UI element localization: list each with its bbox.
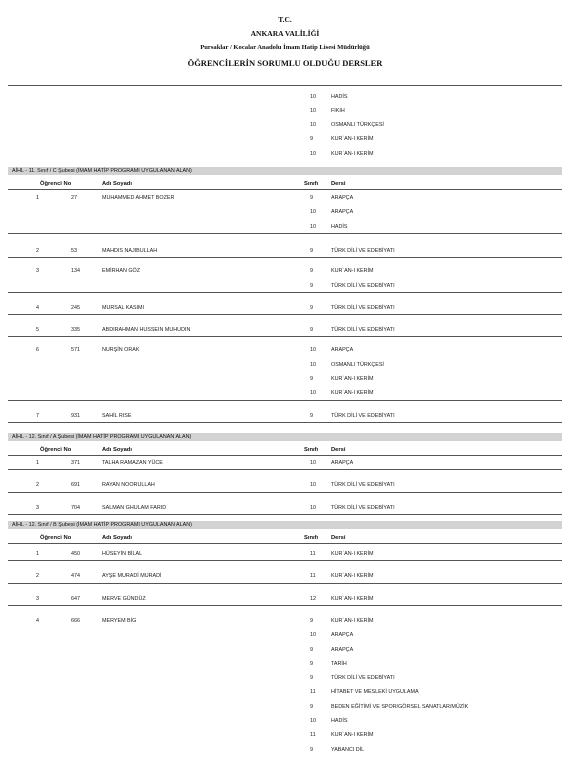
student-name: MERYEM BİG bbox=[102, 617, 137, 624]
course-grade: 10 bbox=[310, 107, 316, 114]
student-row-rule bbox=[8, 400, 562, 401]
course-name: HADİS bbox=[331, 718, 348, 724]
course-grade: 11 bbox=[310, 732, 316, 739]
column-header-grade: Sınıfı bbox=[304, 535, 319, 541]
course-name: HİTABET VE MESLEKİ UYGULAMA bbox=[331, 689, 419, 696]
course-name: KUR`AN-I KERİM bbox=[331, 595, 374, 602]
top-rule bbox=[8, 85, 562, 86]
student-index: 2 bbox=[36, 247, 39, 254]
course-grade: 9 bbox=[310, 660, 313, 667]
student-index: 4 bbox=[36, 304, 39, 311]
course-name: HADİS bbox=[331, 223, 348, 230]
course-grade: 10 bbox=[310, 223, 316, 230]
student-name: ABDIRAHMAN HUSSEIN MUHUDIN bbox=[102, 327, 191, 334]
student-no: 704 bbox=[71, 504, 80, 511]
student-row-rule bbox=[8, 336, 562, 337]
course-grade: 9 bbox=[310, 703, 313, 710]
student-row-rule bbox=[8, 605, 562, 606]
student-name: MERVE GÜNDÜZ bbox=[102, 595, 146, 602]
student-row-rule bbox=[8, 314, 562, 315]
student-no: 474 bbox=[71, 573, 80, 580]
course-name: OSMANLI TÜRKÇESİ bbox=[331, 122, 384, 129]
course-grade: 9 bbox=[310, 412, 313, 419]
student-index: 7 bbox=[36, 412, 39, 419]
student-no: 53 bbox=[71, 247, 77, 254]
student-index: 2 bbox=[36, 573, 39, 580]
student-row-rule bbox=[8, 583, 562, 584]
student-no: 450 bbox=[71, 551, 80, 557]
course-name: TÜRK DİLİ VE EDEBİYATI bbox=[331, 282, 395, 289]
course-name: ARAPÇA bbox=[331, 209, 354, 216]
course-name: KUR`AN-I KERİM bbox=[331, 136, 374, 143]
course-name: HADİS bbox=[331, 93, 348, 100]
course-grade: 11 bbox=[310, 573, 316, 580]
student-name: NURŞİN ORAK bbox=[102, 347, 140, 354]
course-name: KUR`AN-I KERİM bbox=[331, 732, 374, 739]
course-grade: 9 bbox=[310, 195, 313, 201]
column-header-grade: Sınıfı bbox=[304, 447, 319, 453]
student-row-rule bbox=[8, 233, 562, 234]
course-grade: 9 bbox=[310, 327, 313, 334]
course-grade: 11 bbox=[310, 551, 316, 557]
column-header-student-no: Öğrenci No bbox=[40, 181, 72, 187]
column-header-name: Adı Soyadı bbox=[102, 535, 132, 541]
column-header-name: Adı Soyadı bbox=[102, 181, 132, 187]
column-header-grade: Sınıfı bbox=[304, 181, 319, 187]
course-grade: 9 bbox=[310, 304, 313, 311]
student-no: 571 bbox=[71, 347, 80, 354]
column-header-course: Dersi bbox=[331, 181, 346, 187]
student-name: AYŞE MURADİ MURADİ bbox=[102, 573, 162, 580]
column-header-course: Dersi bbox=[331, 447, 346, 453]
course-name: TÜRK DİLİ VE EDEBİYATI bbox=[331, 482, 395, 489]
student-no: 666 bbox=[71, 617, 80, 624]
course-grade: 9 bbox=[310, 746, 313, 753]
header-tc: T.C. bbox=[278, 15, 292, 24]
student-index: 6 bbox=[36, 347, 39, 354]
student-index: 4 bbox=[36, 617, 39, 624]
student-no: 647 bbox=[71, 595, 80, 602]
document-title: ÖĞRENCİLERİN SORUMLU OLDUĞU DERSLER bbox=[187, 58, 383, 68]
header-school: Pursaklar / Kocalar Anadolu İmam Hatip Lisesi Müdürlüğü bbox=[200, 44, 370, 51]
course-grade: 9 bbox=[310, 282, 313, 289]
course-grade: 9 bbox=[310, 646, 313, 653]
course-name: KUR`AN-I KERİM bbox=[331, 376, 374, 382]
course-name: TÜRK DİLİ VE EDEBİYATI bbox=[331, 304, 395, 311]
student-name: EMİRHAN GÖZ bbox=[102, 268, 141, 275]
column-header-course: Dersi bbox=[331, 535, 346, 541]
student-row-rule bbox=[8, 422, 562, 423]
course-name: TÜRK DİLİ VE EDEBİYATI bbox=[331, 504, 395, 511]
student-name: HÜSEYİN BİLAL bbox=[102, 551, 143, 557]
course-grade: 10 bbox=[310, 347, 316, 354]
student-name: SAHİL RISE bbox=[102, 412, 132, 419]
course-name: TÜRK DİLİ VE EDEBİYATI bbox=[331, 327, 395, 334]
course-grade: 9 bbox=[310, 617, 313, 624]
student-name: MAHDIS NAJIBULLAH bbox=[102, 247, 158, 254]
course-name: YABANCI DİL bbox=[331, 746, 365, 753]
course-name: BEDEN EĞİTİMİ VE SPOR/GÖRSEL SANATLAR/MÜZİK bbox=[331, 703, 469, 710]
course-grade: 10 bbox=[310, 460, 316, 466]
student-no: 245 bbox=[71, 304, 80, 311]
course-grade: 9 bbox=[310, 136, 313, 143]
course-name: FIKIH bbox=[331, 107, 345, 114]
course-grade: 10 bbox=[310, 718, 316, 724]
course-name: TARİH bbox=[331, 660, 347, 667]
course-grade: 9 bbox=[310, 268, 313, 275]
student-index: 2 bbox=[36, 482, 39, 489]
course-grade: 9 bbox=[310, 675, 313, 682]
student-index: 3 bbox=[36, 504, 39, 511]
student-index: 3 bbox=[36, 268, 39, 275]
course-name: ARAPÇA bbox=[331, 195, 354, 201]
student-index: 3 bbox=[36, 595, 39, 602]
student-row-rule bbox=[8, 492, 562, 493]
course-name: KUR`AN-I KERİM bbox=[331, 573, 374, 580]
course-grade: 9 bbox=[310, 376, 313, 382]
course-grade: 11 bbox=[310, 689, 316, 696]
student-row-rule bbox=[8, 292, 562, 293]
course-name: KUR`AN-I KERİM bbox=[331, 268, 374, 275]
student-name: TALHA RAMAZAN YÜCE bbox=[102, 460, 163, 466]
student-index: 1 bbox=[36, 195, 39, 201]
course-grade: 10 bbox=[310, 504, 316, 511]
section-title: AİHL - 12. Sınıf / A Şubesi (İMAM HATİP PROGRAMI UYGULANAN ALAN) bbox=[12, 434, 192, 440]
section-title: AİHL - 12. Sınıf / B Şubesi (İMAM HATİP PROGRAMI UYGULANAN ALAN) bbox=[12, 522, 192, 528]
student-index: 1 bbox=[36, 551, 39, 557]
course-name: ARAPÇA bbox=[331, 646, 354, 653]
course-grade: 12 bbox=[310, 595, 316, 602]
student-row-rule bbox=[8, 469, 562, 470]
course-grade: 10 bbox=[310, 122, 316, 129]
student-name: MURSAL KASIMI bbox=[102, 304, 145, 311]
student-index: 5 bbox=[36, 327, 39, 334]
course-name: KUR`AN-I KERİM bbox=[331, 551, 374, 557]
student-no: 134 bbox=[71, 268, 80, 275]
course-name: ARAPÇA bbox=[331, 460, 354, 466]
course-grade: 10 bbox=[310, 390, 316, 397]
student-name: MUHAMMED AHMET BOZER bbox=[102, 195, 175, 201]
student-no: 691 bbox=[71, 482, 80, 489]
course-grade: 10 bbox=[310, 632, 316, 639]
column-header-rule bbox=[8, 543, 562, 544]
column-header-rule bbox=[8, 189, 562, 190]
course-grade: 10 bbox=[310, 209, 316, 216]
course-grade: 10 bbox=[310, 361, 316, 368]
course-name: TÜRK DİLİ VE EDEBİYATI bbox=[331, 412, 395, 419]
course-name: TÜRK DİLİ VE EDEBİYATI bbox=[331, 675, 395, 682]
course-name: KUR`AN-I KERİM bbox=[331, 390, 374, 397]
course-grade: 9 bbox=[310, 247, 313, 254]
column-header-student-no: Öğrenci No bbox=[40, 535, 72, 541]
student-no: 27 bbox=[71, 195, 77, 201]
course-name: KUR`AN-I KERİM bbox=[331, 150, 374, 157]
column-header-student-no: Öğrenci No bbox=[40, 447, 72, 453]
student-no: 371 bbox=[71, 460, 80, 466]
header-governorship: ANKARA VALİLİĞİ bbox=[250, 29, 320, 38]
course-name: OSMANLI TÜRKÇESİ bbox=[331, 361, 384, 368]
student-no: 931 bbox=[71, 412, 80, 419]
student-row-rule bbox=[8, 514, 562, 515]
course-name: ARAPÇA bbox=[331, 347, 354, 354]
student-row-rule bbox=[8, 560, 562, 561]
course-grade: 10 bbox=[310, 150, 316, 157]
section-title: AİHL - 11. Sınıf / C Şubesi (İMAM HATİP PROGRAMI UYGULANAN ALAN) bbox=[12, 168, 192, 174]
course-name: KUR`AN-I KERİM bbox=[331, 617, 374, 624]
course-grade: 10 bbox=[310, 93, 316, 100]
course-name: ARAPÇA bbox=[331, 632, 354, 639]
column-header-name: Adı Soyadı bbox=[102, 447, 132, 453]
column-header-rule bbox=[8, 455, 562, 456]
student-row-rule bbox=[8, 257, 562, 258]
student-name: SALMAN GHULAM FARID bbox=[102, 504, 167, 511]
course-grade: 10 bbox=[310, 482, 316, 489]
student-no: 335 bbox=[71, 327, 80, 334]
student-name: RAYAN NOORULLAH bbox=[102, 482, 155, 489]
course-name: TÜRK DİLİ VE EDEBİYATI bbox=[331, 247, 395, 254]
student-index: 1 bbox=[36, 460, 39, 466]
